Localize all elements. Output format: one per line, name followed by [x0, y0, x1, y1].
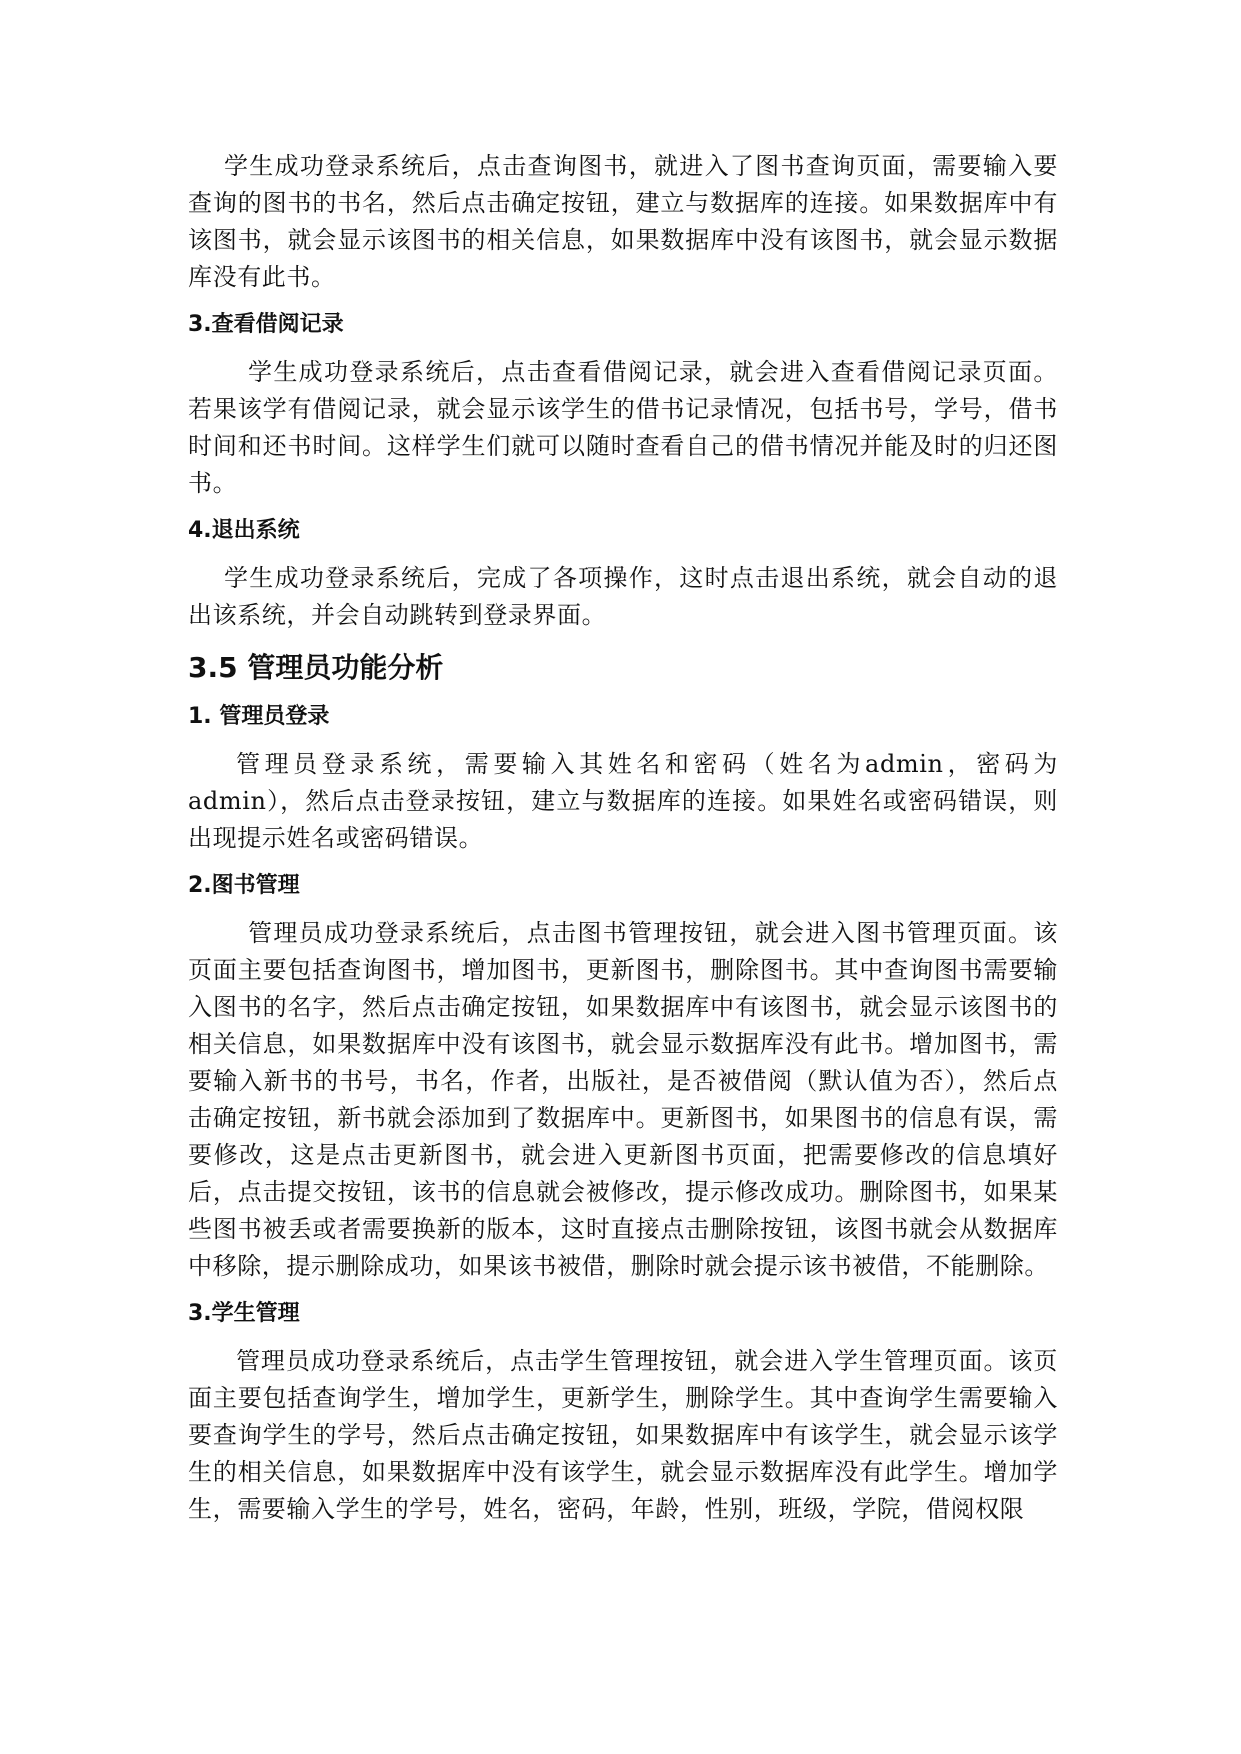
document-page [188, 148, 1058, 1542]
heading-book-management: 2.图书管理 [188, 873, 300, 898]
paragraph-view-borrow-records: 学生成功登录系统后，点击查看借阅记录，就会进入查看借阅记录页面。若果该学有借阅记录，就会显示该学生的借书记录情况，包括书号，学号，借书时间和还书时间。这样学生们就可以随时查看自己的借书情况并能及时的归还图书。 [188, 358, 1058, 497]
heading-admin-login: 1. 管理员登录 [188, 704, 330, 729]
section-heading-admin-analysis: 3.5 管理员功能分析 [188, 651, 444, 684]
paragraph-student-management: 管理员成功登录系统后，点击学生管理按钮，就会进入学生管理页面。该页面主要包括查询学生，增加学生，更新学生，删除学生。其中查询学生需要输入要查询学生的学号，然后点击确定按钮，如果数据库中有该学生，就会显示该学生的相关信息，如果数据库中没有该学生，就会显示数据库没有此学生。增加学生，需要输入学生的学号，姓名，密码，年龄，性别，班级，学院，借阅权限 [188, 1347, 1058, 1523]
paragraph-book-management: 管理员成功登录系统后，点击图书管理按钮，就会进入图书管理页面。该页面主要包括查询图书，增加图书，更新图书，删除图书。其中查询图书需要输入图书的名字，然后点击确定按钮，如果数据库中有该图书，就会显示该图书的相关信息，如果数据库中没有该图书，就会显示数据库没有此书。增加图书，需要输入新书的书号，书名，作者，出版社，是否被借阅（默认值为否），然后点击确定按钮，新书就会添加到了数据库中。更新图书，如果图书的信息有误，需要修改，这是点击更新图书，就会进入更新图书页面，把需要修改的信息填好后，点击提交按钮，该书的信息就会被修改，提示修改成功。删除图书，如果某些图书被丢或者需要换新的版本，这时直接点击删除按钮，该图书就会从数据库中移除，提示删除成功，如果该书被借，删除时就会提示该书被借，不能删除。 [188, 919, 1058, 1280]
heading-student-management: 3.学生管理 [188, 1301, 300, 1326]
paragraph-admin-login: 管理员登录系统，需要输入其姓名和密码（姓名为admin，密码为admin），然后点击登录按钮，建立与数据库的连接。如果姓名或密码错误，则出现提示姓名或密码错误。 [188, 750, 1058, 852]
heading-exit-system: 4.退出系统 [188, 518, 300, 543]
paragraph-book-query: 学生成功登录系统后，点击查询图书，就进入了图书查询页面，需要输入要查询的图书的书名，然后点击确定按钮，建立与数据库的连接。如果数据库中有该图书，就会显示该图书的相关信息，如果数据库中没有该图书，就会显示数据库没有此书。 [188, 152, 1058, 291]
heading-view-borrow-records: 3.查看借阅记录 [188, 312, 344, 337]
paragraph-exit-system: 学生成功登录系统后，完成了各项操作，这时点击退出系统，就会自动的退出该系统，并会自动跳转到登录界面。 [188, 564, 1058, 629]
